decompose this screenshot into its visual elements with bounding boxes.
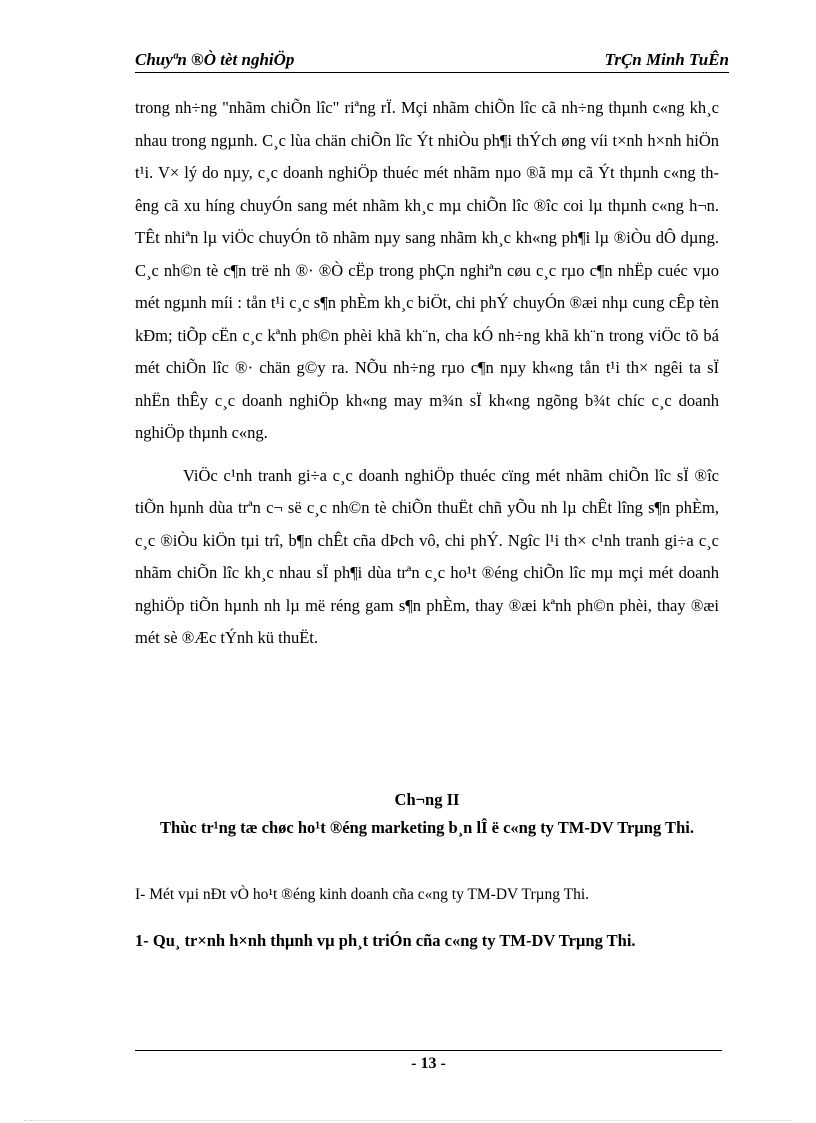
chapter-heading — [135, 786, 719, 842]
chapter-number: Ch¬ng II — [394, 790, 460, 809]
footer-divider — [135, 1050, 722, 1051]
paragraph: ViÖc c¹nh tranh gi÷a c¸c doanh nghiÖp thuéc cïng mét nhãm chiÕn lîc sÏ ®îc tiÕn hµnh dùa trªn c¬ së c¸c nh©n tè chiÕn thuËt chñ yÕu nh lµ chÊt lîng s¶n phÈm, c¸c ®iÒu kiÖn tµi trî, b¶n chÊt cña dÞch vô, chi phÝ. Ngîc l¹i th× c¹nh tranh gi÷a c¸c nhãm chiÕn lîc kh¸c nhau sÏ ph¶i dùa trªn c¸c ho¹t ®éng chiÕn lîc mµ mçi mét doanh nghiÖp tiÕn hµnh nh lµ më réng gam s¶n phÈm, thay ®æi kªnh ph©n phèi, thay ®æi mét sè ®Æc tÝnh kü thuËt. — [135, 465, 719, 647]
paragraph: trong nh÷ng "nhãm chiÕn lîc" riªng rÏ. Mçi nhãm chiÕn lîc cã nh÷ng thµnh c«ng kh¸c nhau trong ngµnh. C¸c lùa chän chiÕn lîc Ýt nhiÒu ph¶i thÝch øng víi t×nh h×nh hiÖn t¹i. V× lý do nµy, c¸c doanh nghiÖp thuéc mét nhãm nµo ®ã mµ cã Ýt thµnh c«ng thêng cã xu híng chuyÓn sang mét nhãm kh¸c mµ chiÕn lîc ®îc coi lµ thµnh c«ng h¬n. TÊt nhiªn lµ viÖc chuyÓn tõ nhãm nµy sang nhãm kh¸c kh«ng ph¶i lµ ®iÒu dÔ dµng. C¸c nh©n tè c¶n trë nh ®· ®Ò cËp trong phÇn nghiªn cøu c¸c rµo c¶n nhËp cuéc vµo mét ngµnh míi : tån t¹i c¸c s¶n phÈm kh¸c biÖt, chi phÝ chuyÓn ®æi nhµ cung cÊp tèn kÐm; tiÕp cËn c¸c kªnh ph©n phèi khã kh¨n, cha kÓ nh÷ng khã kh¨n trong viÖc tõ bá mét chiÕn lîc ®· chän g©y ra. NÕu nh÷ng rµo c¶n nµy kh«ng tån t¹i th× ngêi ta sÏ nhËn thÊy c¸c doanh nghiÖp kh«ng may m¾n sÏ kh«ng ngõng b¾t chíc c¸c doanh nghiÖp thµnh c«ng. — [135, 98, 719, 442]
chapter-title: Thùc tr¹ng tæ chøc ho¹t ®éng marketing b¸n lÎ ë c«ng ty TM-DV Trµng Thi. — [160, 818, 694, 837]
page-edge-divider — [24, 1120, 792, 1121]
page-number: - 13 - — [411, 1055, 446, 1072]
section-heading: I- Mét vµi nÐt vÒ ho¹t ®éng kinh doanh cña c«ng ty TM-DV Trµng Thi. — [135, 886, 590, 903]
header-title: Chuyªn ®Ò tèt nghiÖp — [135, 50, 295, 69]
page-header — [135, 48, 729, 73]
header-author: TrÇn Minh TuÊn — [604, 50, 729, 69]
body-text — [135, 92, 719, 655]
subsection-heading: 1- Qu¸ tr×nh h×nh thµnh vµ ph¸t triÓn cña c«ng ty TM-DV Trµng Thi. — [135, 931, 636, 950]
